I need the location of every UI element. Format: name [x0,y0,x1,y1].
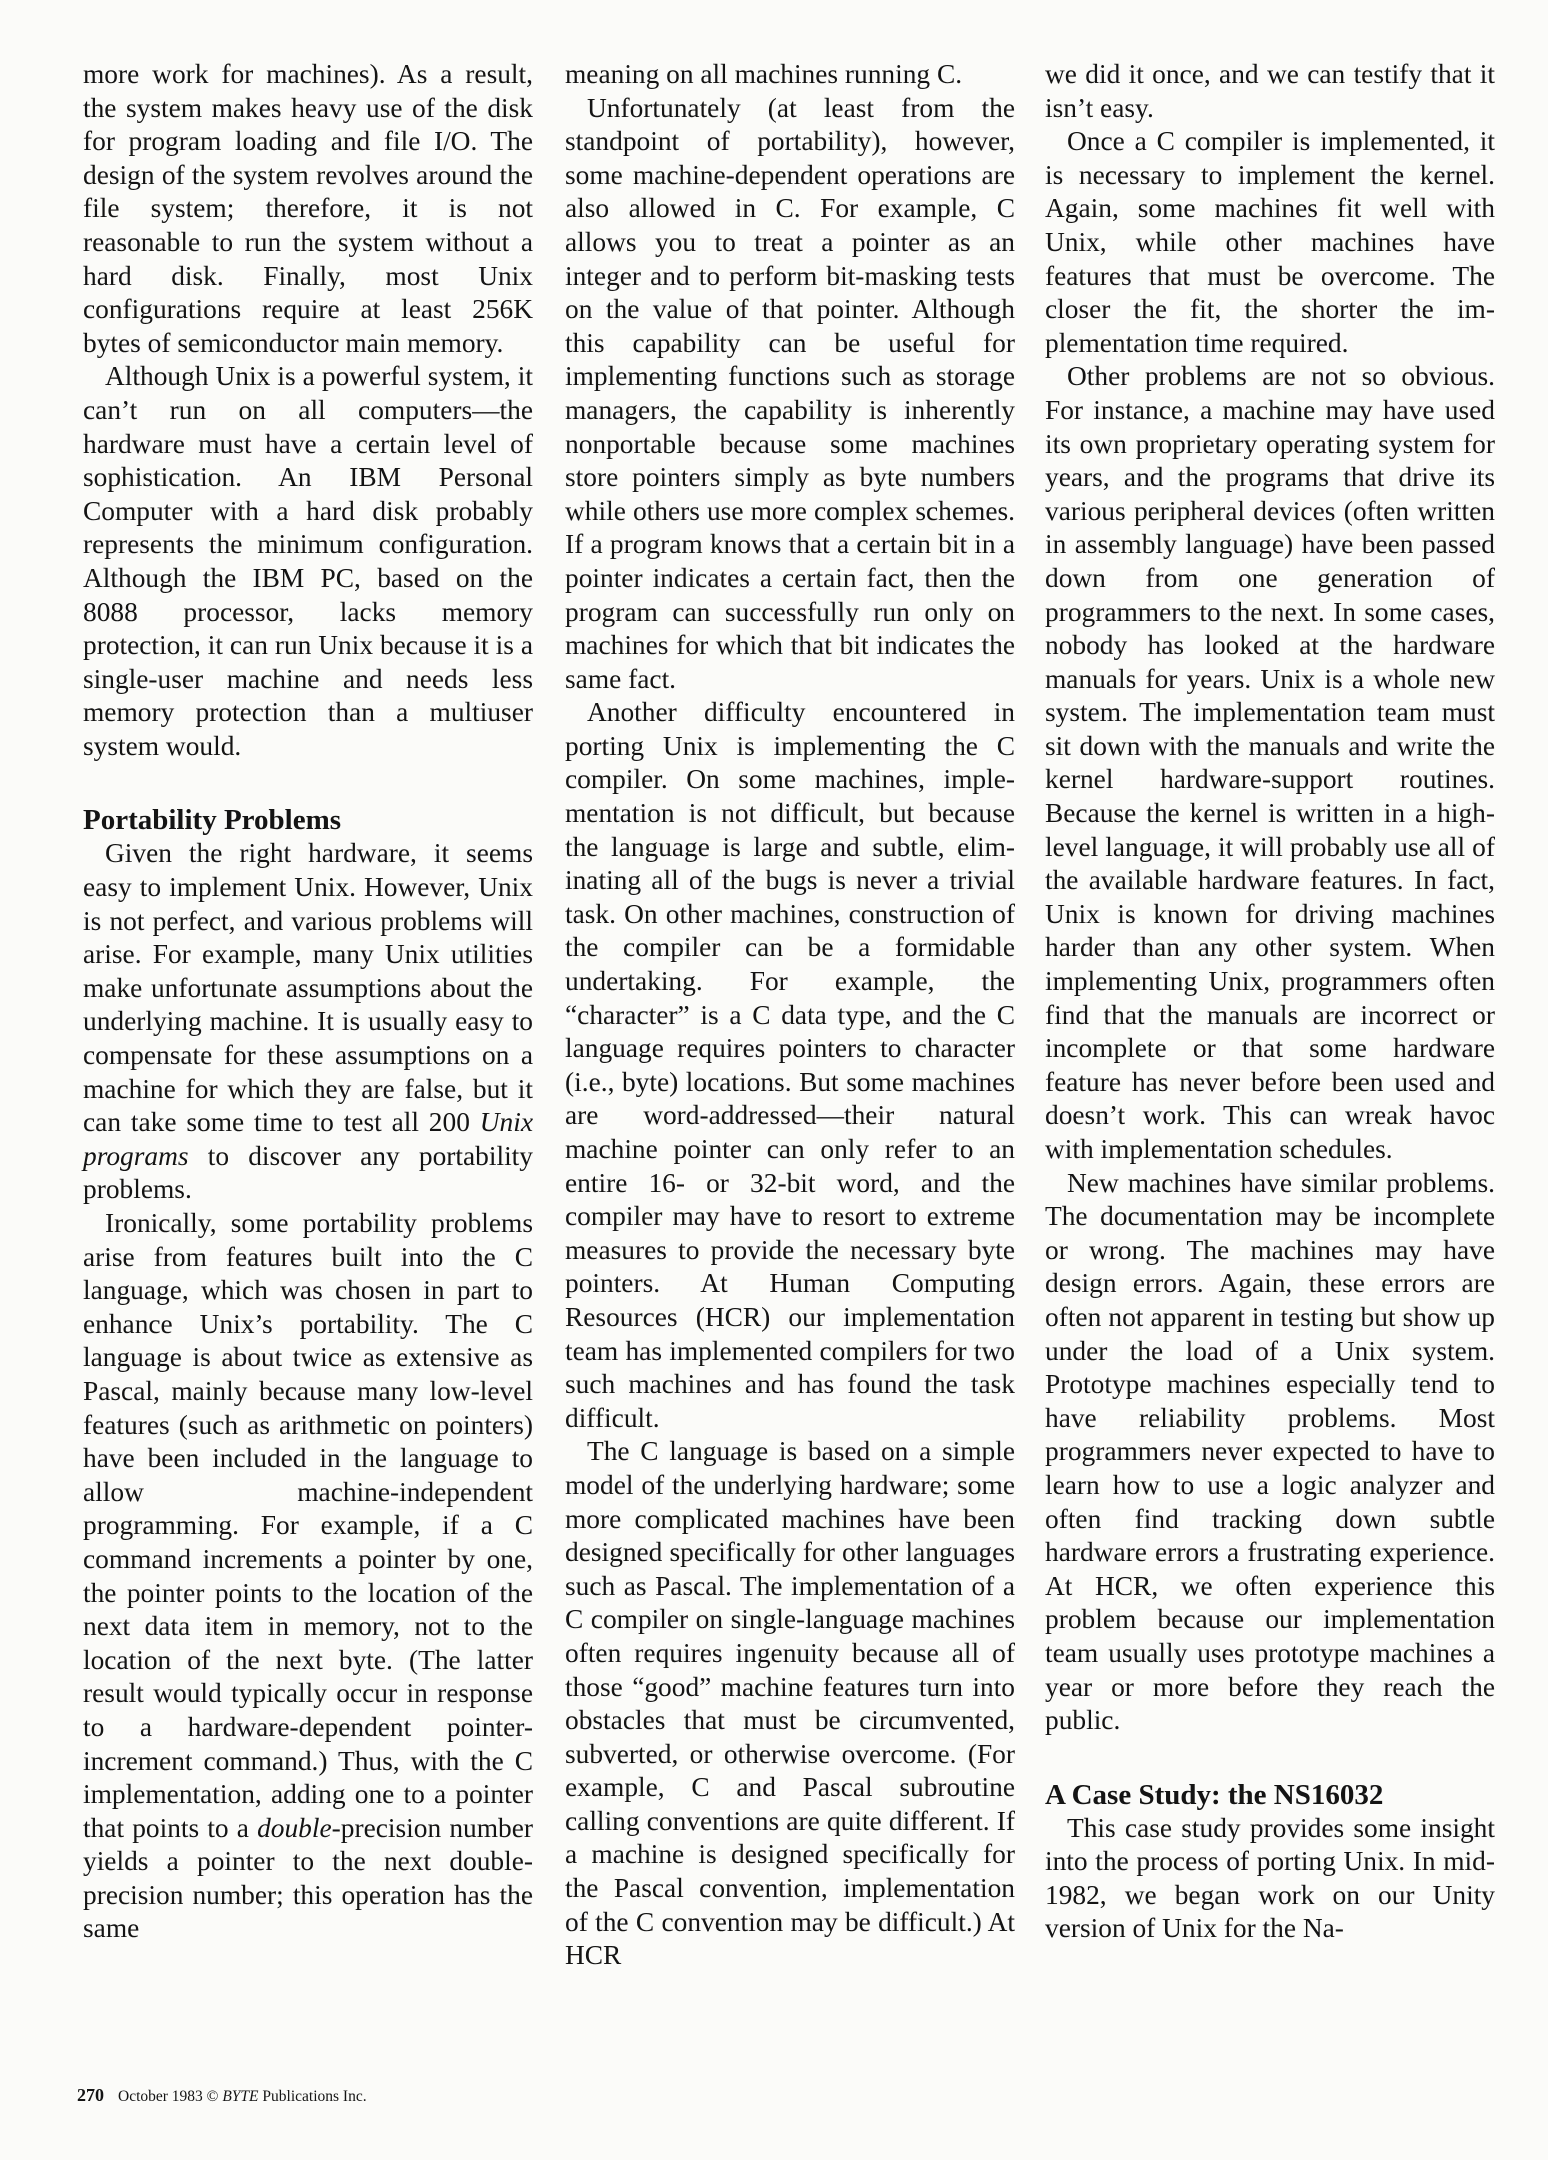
footer-publisher-name: BYTE [222,2088,259,2105]
footer-date-copyright: October 1983 © [118,2088,223,2105]
italic-text: double [257,1812,332,1843]
paragraph [83,1207,533,1946]
paragraph [83,837,533,1207]
paragraph: meaning on all machines running C. [565,59,963,89]
page-number: 270 [77,2085,104,2105]
paragraph: Once a C compiler is implemented, it is necessary to implement the kernel. Again, some machines fit well with Unix, while other machines have features that must be overcome. The closer the fit, the shorter the implementation time required. [1045,126,1495,358]
paragraph: The C language is based on a simple model of the underlying hardware; some more complicated machines have been designed specifically for other languages such as Pascal. The implementation of a C compiler on single-language machines often requires ingenuity because all of those “good” machine features turn into obstacles that must be circumvented, subverted, or otherwise overcome. (For example, C and Pascal subroutine calling conventions are quite different. If a machine is designed specifically for the Pascal convention, implementation of the C convention may be difficult.) At HCR [565,1436,1015,1971]
paragraph: This case study provides some insight into the process of porting Unix. In mid-1982, we began work on our Unity version of Unix for the Na- [1045,1812,1495,1944]
footer-publisher-suffix: Publications Inc. [258,2088,367,2105]
paragraph: we did it once, and we can testify that it isn’t easy. [1045,59,1495,123]
paragraph: Although Unix is a powerful system, it can’t run on all computers—the hardware must have a certain level of sophistication. An IBM Personal Computer with a hard disk probably represents the minimum configuration. Although the IBM PC, based on the 8088 processor, lacks memory protection, it can run Unix because it is a single-user machine and needs less memory protection than a multiuser system would. [83,361,533,761]
text-run: Ironically, some portability problems arise from features built into the C language, which was chosen in part to enhance Unix’s portability. The C language is about twice as extensive as Pascal, mainly because many low-level features (such as arithmetic on pointers) have been included in the language to allow machine-independent programming. For example, if a C command increments a pointer by one, the pointer points to the location of the next data item in memory, not to the location of the next byte. (The latter result would typically occur in response to a hardware-dependent pointer-increment command.) Thus, with the C implementation, adding one to a pointer that points to a [83,1208,533,1843]
section-heading-portability-problems: Portability Problems [83,804,342,837]
page-footer [77,2085,367,2106]
paragraph: Unfortunately (at least from the standpoint of portability), however, some machine-dependent operations are also allowed in C. For example, C allows you to treat a pointer as an integer and to perform bit-masking tests on the value of that pointer. Although this capability can be useful for implementing functions such as storage managers, the capability is inherently nonportable because some machines store pointers simply as byte numbers while others use more complex schemes. If a program knows that a certain bit in a pointer indicates a certain fact, then the program can successfully run only on machines for which that bit indicates the same fact. [565,92,1015,694]
column-3 [1045,58,1495,1946]
section-heading-case-study: A Case Study: the NS16032 [1045,1778,1384,1811]
column-1 [83,58,533,1946]
paragraph: Another difficulty encountered in porting Unix is implementing the C compiler. On some machines, implementation is not difficult, but because the language is large and subtle, eliminating all of the bugs is never a trivial task. On other machines, construction of the compiler can be a formidable undertaking. For example, the “character” is a C data type, and the C language requires pointers to character (i.e., byte) locations. But some machines are word-addressed—their natural machine pointer can only refer to an entire 16- or 32-bit word, and the compiler may have to resort to extreme measures to provide the necessary byte pointers. At Human Computing Resources (HCR) our implementation team has implemented compilers for two such machines and has found the task difficult. [565,697,1015,1433]
paragraph: Other problems are not so obvious. For instance, a machine may have used its own proprietary operating system for years, and the programs that drive its various peripheral devices (often written in assembly language) have been passed down from one generation of programmers to the next. In some cases, nobody has looked at the hardware manuals for years. Unix is a whole new system. The implementation team must sit down with the manuals and write the kernel hardware-support routines. Because the kernel is written in a high-level language, it will probably use all of the available hardware features. In fact, Unix is known for driving machines harder than any other system. When implementing Unix, programmers often find that the manuals are incorrect or incomplete or that some hardware feature has never before been used and doesn’t work. This can wreak havoc with implementation schedules. [1045,361,1495,1164]
text-run: -precision number yields a pointer to the next double-precision number; this operation has the same [83,1812,533,1944]
column-2 [565,58,1015,1973]
paragraph: more work for machines). As a result, the system makes heavy use of the disk for program loading and file I/O. The design of the system revolves around the file system; therefore, it is not reasonable to run the system without a hard disk. Finally, most Unix configurations require at least 256K bytes of semiconductor main memory. [83,59,533,358]
paragraph: New machines have similar problems. The documentation may be incomplete or wrong. The machines may have design errors. Again, these errors are often not apparent in testing but show up under the load of a Unix system. Prototype machines especially tend to have reliability problems. Most programmers never expected to have to learn how to use a logic analyzer and often find tracking down subtle hardware errors a frustrating experience. At HCR, we often experience this problem because our implementation team usually uses prototype machines a year or more before they reach the public. [1045,1167,1495,1736]
text-run: Given the right hardware, it seems easy to implement Unix. However, Unix is not perfect, and various problems will arise. For example, many Unix utilities make unfortunate assumptions about the underlying machine. It is usually easy to compensate for these assumptions on a machine for which they are false, but it can take some time to test all 200 [83,838,533,1138]
text-run: to discover any portability problems. [83,1140,533,1205]
italic-text: Unix programs [83,1107,533,1171]
